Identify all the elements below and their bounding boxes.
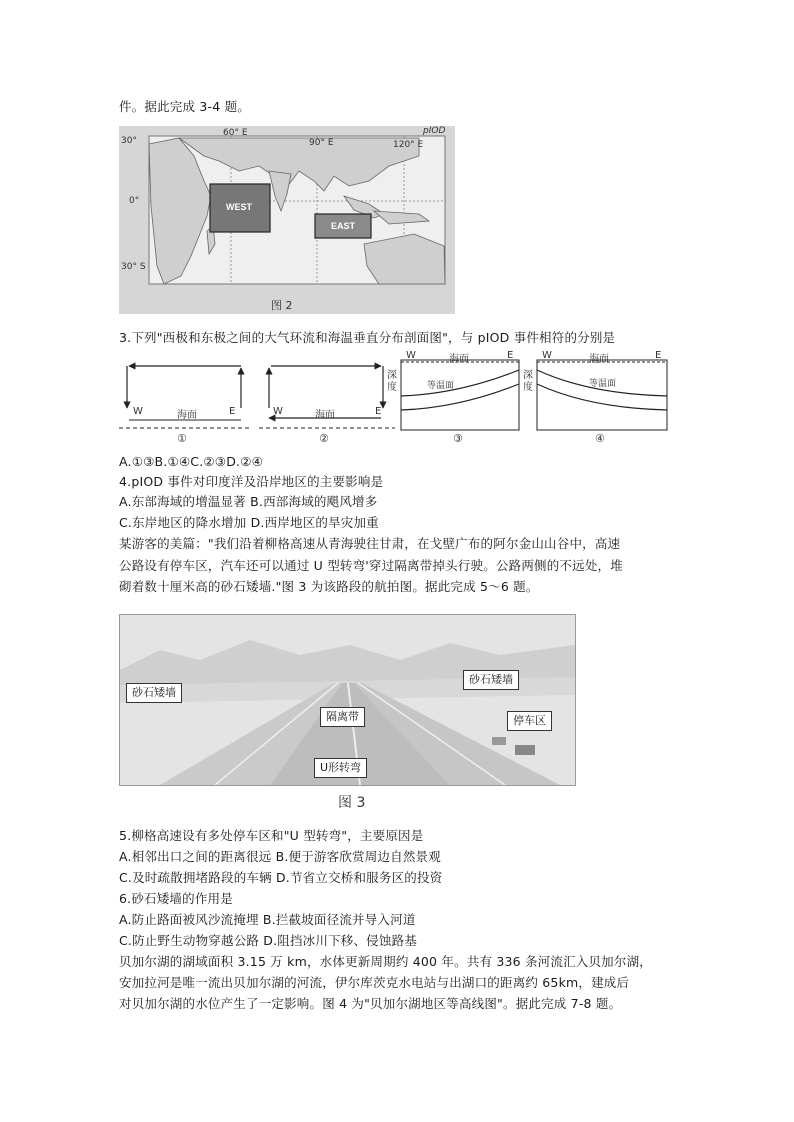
q5-stem: 5.柳格高速设有多处停车区和"U 型转弯"，主要原因是 xyxy=(119,828,424,843)
d1-num: ① xyxy=(177,432,187,445)
q3-options: A.①③B.①④C.②③D.②④ xyxy=(119,454,264,469)
lat-label-0: 0° xyxy=(129,196,140,206)
q4-stem: 4.pIOD 事件对印度洋及沿岸地区的主要影响是 xyxy=(119,474,384,489)
passage3-line3: 对贝加尔湖的水位产生了一定影响。图 4 为"贝加尔湖地区等高线图"。据此完成 7-8 题。 xyxy=(119,996,622,1011)
passage3-line1: 贝加尔湖的湖域面积 3.15 万 km，水体更新周期约 400 年。共有 336 条河流汇入贝加尔湖， xyxy=(119,954,652,969)
q4-options-ab: A.东部海域的增温显著 B.西部海域的飓风增多 xyxy=(119,494,378,509)
d1-w: W xyxy=(133,406,143,417)
d2-num: ② xyxy=(319,432,329,445)
d3-iso: 等温面 xyxy=(427,381,455,391)
q4-options-cd: C.东岸地区的降水增加 D.西岸地区的旱灾加重 xyxy=(119,515,379,530)
q5-options-ab: A.相邻出口之间的距离很远 B.便于游客欣赏周边自然景观 xyxy=(119,849,441,864)
lon-label-120: 120° E xyxy=(393,140,424,150)
passage2-line2: 公路设有停车区，汽车还可以通过 U 型转弯'穿过隔离带掉头行驶。公路两侧的不远处，堆 xyxy=(119,558,623,573)
diagram-3 xyxy=(401,360,519,430)
lat-label-30s: 30° S xyxy=(121,262,146,272)
d3-w: W xyxy=(406,350,416,361)
intro-line: 件。据此完成 3-4 题。 xyxy=(119,99,250,114)
d4-num: ④ xyxy=(595,432,605,445)
d2-e: E xyxy=(375,406,382,417)
q6-options-cd: C.防止野生动物穿越公路 D.阻挡冰川下移、侵蚀路基 xyxy=(119,933,417,948)
d3-e: E xyxy=(507,350,514,361)
lon-label-90: 90° E xyxy=(309,138,334,148)
corner-text: pIOD xyxy=(423,126,446,136)
label-wall-left: 砂石矮墙 xyxy=(126,683,182,703)
q6-options-ab: A.防止路面被风沙流掩埋 B.拦截坡面径流并导入河道 xyxy=(119,912,416,927)
figure-3-photo xyxy=(119,614,576,786)
indian-ocean-map xyxy=(119,126,455,314)
passage2-line1: 某游客的美篇："我们沿着柳格高速从青海驶往甘肃，在戈壁广布的阿尔金山山谷中，高速 xyxy=(119,536,621,551)
d3-depth: 深度 xyxy=(387,370,397,393)
d4-iso: 等温面 xyxy=(589,379,617,389)
q3-stem: 3.下列"西极和东极之间的大气环流和海温垂直分布剖面图"，与 pIOD 事件相符的分别是 xyxy=(119,330,616,345)
label-parking: 停车区 xyxy=(507,711,552,731)
q3-diagrams xyxy=(119,348,679,448)
d2-w: W xyxy=(273,406,283,417)
diagram-4 xyxy=(537,360,667,430)
d4-e: E xyxy=(655,350,662,361)
figure-3-caption: 图 3 xyxy=(338,795,366,811)
figure-2-caption: 图 2 xyxy=(271,299,293,312)
passage3-line2: 安加拉河是唯一流出贝加尔湖的河流，伊尔库茨克水电站与出湖口的距离约 65km，建成后 xyxy=(119,975,630,990)
label-wall-right: 砂石矮墙 xyxy=(463,670,519,690)
d3-num: ③ xyxy=(453,432,463,445)
d4-depth: 深度 xyxy=(523,370,533,393)
d2-sea: 海面 xyxy=(315,410,335,421)
d1-sea: 海面 xyxy=(177,410,197,421)
d4-w: W xyxy=(542,350,552,361)
figure-2-map xyxy=(119,126,455,314)
d1-e: E xyxy=(229,406,236,417)
label-uturn: U形转弯 xyxy=(314,758,367,778)
label-median: 隔离带 xyxy=(320,707,365,727)
lon-label-60: 60° E xyxy=(223,128,248,138)
passage2-line3: 砌着数十厘米高的砂石矮墙."图 3 为该路段的航拍图。据此完成 5～6 题。 xyxy=(119,579,539,594)
lat-label-30n: 30° xyxy=(121,136,137,146)
q5-options-cd: C.及时疏散拥堵路段的车辆 D.节省立交桥和服务区的投资 xyxy=(119,870,443,885)
d4-sea: 海面 xyxy=(589,354,609,365)
q6-stem: 6.砂石矮墙的作用是 xyxy=(119,891,233,906)
west-label: WEST xyxy=(226,202,252,212)
east-label: EAST xyxy=(331,221,356,231)
d3-sea: 海面 xyxy=(449,354,469,365)
